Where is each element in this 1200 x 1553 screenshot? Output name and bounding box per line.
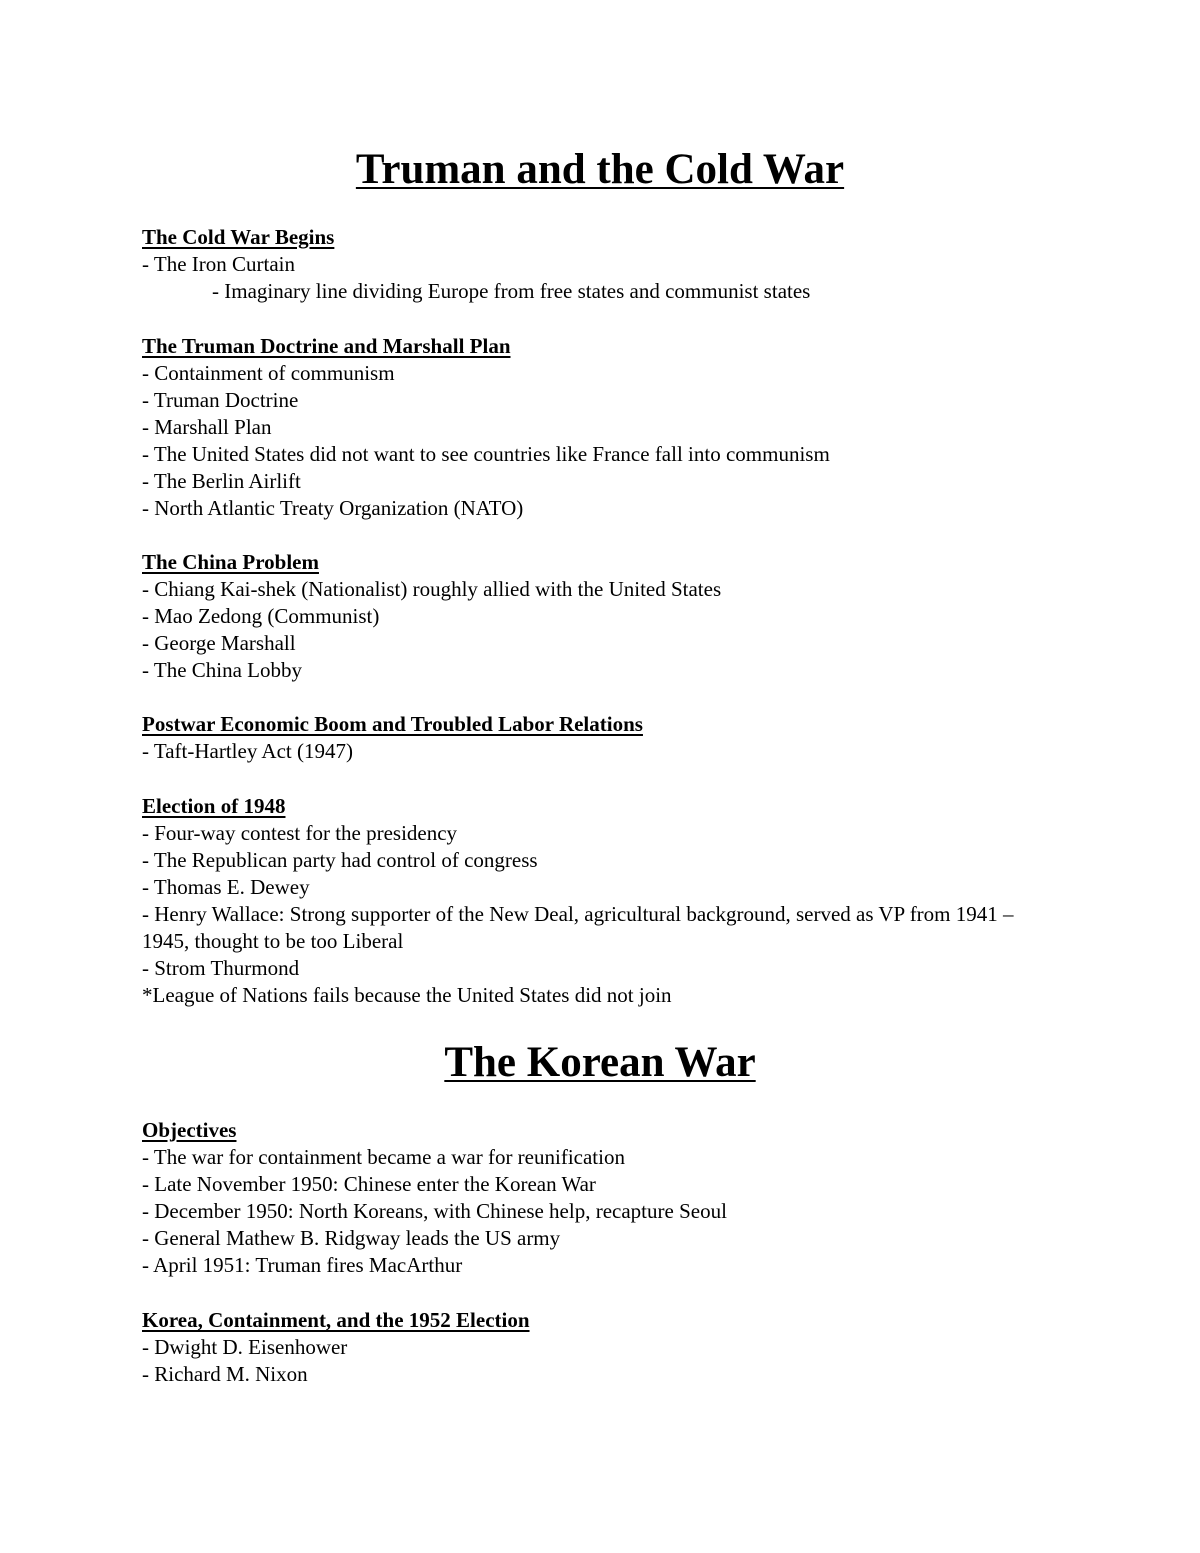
section-heading: Postwar Economic Boom and Troubled Labor Relations [142, 712, 643, 736]
section-korea-1952-election [142, 1307, 1142, 1388]
section-china-problem [142, 549, 1142, 684]
document-title-korean-war: The Korean War [444, 1039, 756, 1086]
section-cold-war-begins [142, 224, 1142, 305]
bullet-line: - Mao Zedong (Communist) [142, 604, 380, 628]
bullet-line: - General Mathew B. Ridgway leads the US army [142, 1226, 561, 1250]
bullet-line: - The Iron Curtain [142, 252, 295, 276]
bullet-line: - Late November 1950: Chinese enter the Korean War [142, 1172, 596, 1196]
section-postwar-boom [142, 711, 1142, 765]
bullet-line: - Four-way contest for the presidency [142, 821, 458, 845]
bullet-line: - Chiang Kai-shek (Nationalist) roughly allied with the United States [142, 577, 722, 601]
bullet-line: - Truman Doctrine [142, 388, 299, 412]
bullet-line: - The war for containment became a war for reunification [142, 1145, 625, 1169]
sub-bullet-line: - Imaginary line dividing Europe from free states and communist states [212, 279, 811, 303]
section-truman-doctrine [142, 333, 1142, 522]
bullet-line: - North Atlantic Treaty Organization (NATO) [142, 496, 524, 520]
document-title: Truman and the Cold War [355, 146, 845, 193]
bullet-line: - The United States did not want to see countries like France fall into communism [142, 442, 830, 466]
bullet-line: - April 1951: Truman fires MacArthur [142, 1253, 463, 1277]
section-heading: Korea, Containment, and the 1952 Election [142, 1308, 530, 1332]
bullet-line: - Thomas E. Dewey [142, 875, 310, 899]
bullet-line: - Taft-Hartley Act (1947) [142, 739, 353, 763]
bullet-line: - Dwight D. Eisenhower [142, 1335, 348, 1359]
section-heading: Objectives [142, 1118, 237, 1142]
bullet-line: - The China Lobby [142, 658, 303, 682]
bullet-line: - Henry Wallace: Strong supporter of the New Deal, agricultural background, served as VP from 1941 – 1945, thought to be too Liberal [142, 902, 1014, 953]
section-objectives [142, 1117, 1142, 1279]
note-line: *League of Nations fails because the United States did not join [142, 983, 672, 1007]
bullet-line: - Containment of communism [142, 361, 395, 385]
section-heading: The China Problem [142, 550, 319, 574]
section-heading: The Truman Doctrine and Marshall Plan [142, 334, 511, 358]
bullet-line: - Marshall Plan [142, 415, 272, 439]
bullet-line: - The Berlin Airlift [142, 469, 301, 493]
section-heading: Election of 1948 [142, 794, 286, 818]
bullet-line: - December 1950: North Koreans, with Chinese help, recapture Seoul [142, 1199, 727, 1223]
bullet-line: - George Marshall [142, 631, 296, 655]
section-election-1948 [142, 793, 1142, 1009]
bullet-line: - The Republican party had control of congress [142, 848, 538, 872]
section-heading: The Cold War Begins [142, 225, 335, 249]
bullet-line: - Richard M. Nixon [142, 1362, 308, 1386]
bullet-line: - Strom Thurmond [142, 956, 300, 980]
